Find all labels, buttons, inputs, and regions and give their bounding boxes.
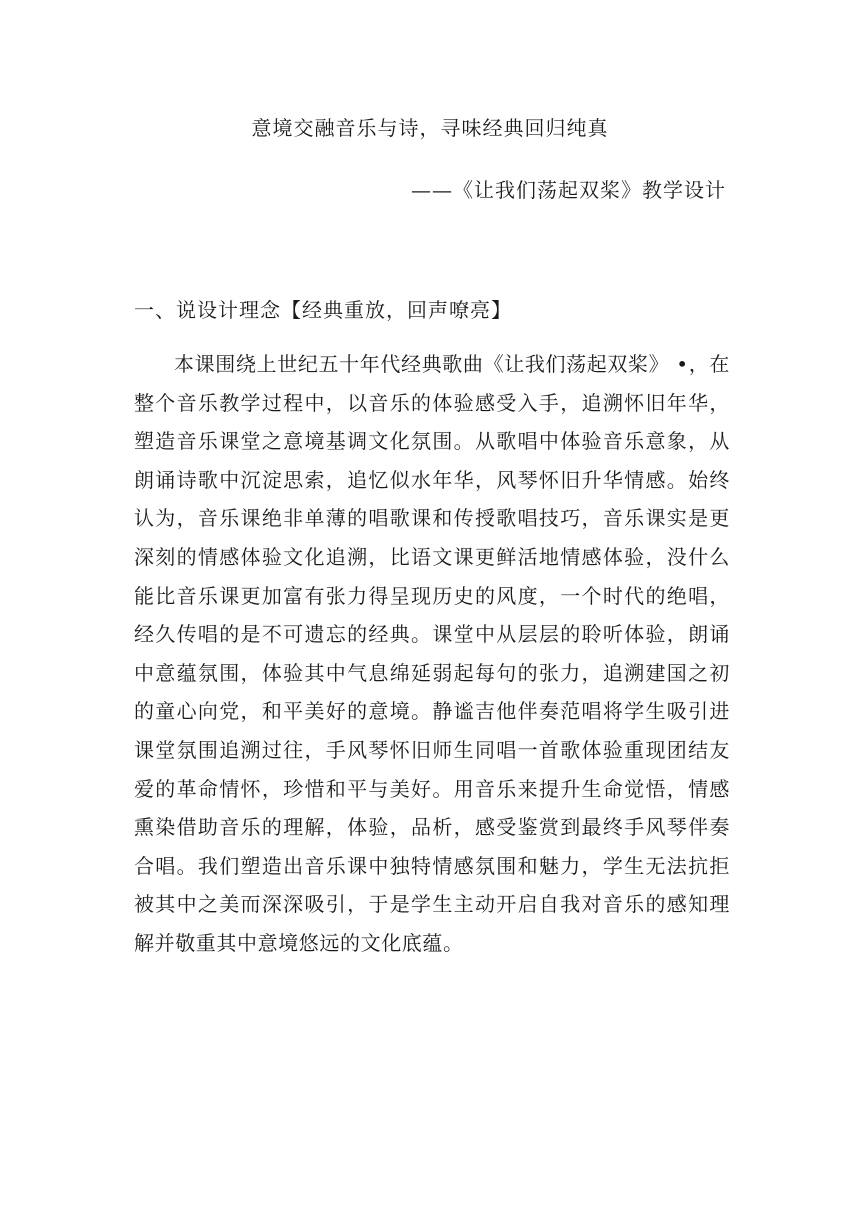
document-title: 意境交融音乐与诗，寻味经典回归纯真 bbox=[251, 116, 609, 140]
body-paragraph: 本课围绕上世纪五十年代经典歌曲《让我们荡起双桨》 •，在整个音乐教学过程中，以音乐的体验感受入手，追溯怀旧年华，塑造音乐课堂之意境基调文化氛围。从歌唱中体验音乐意象，从朗诵诗歌中沉淀思索，追忆似水年华，风琴怀旧升华情感。始终认为，音乐课绝非单薄的唱歌课和传授歌唱技巧，音乐课实是更深刻的情感体验文化追溯，比语文课更鲜活地情感体验，没什么能比音乐课更加富有张力得呈现历史的风度，一个时代的绝唱，经久传唱的是不可遗忘的经典。课堂中从层层的聆听体验，朗诵中意蕴氛围，体验其中气息绵延弱起每句的张力，追溯建国之初的童心向党，和平美好的意境。静谧吉他伴奏范唱将学生吸引进课堂氛围追溯过往，手风琴怀旧师生同唱一首歌体验重现团结友爱的革命情怀，珍惜和平与美好。用音乐来提升生命觉悟，情感熏染借助音乐的理解，体验，品析，感受鉴赏到最终手风琴伴奏合唱。我们塑造出音乐课中独特情感氛围和魅力，学生无法抗拒被其中之美而深深吸引，于是学生主动开启自我对音乐的感知理解并敬重其中意境悠远的文化底蕴。 bbox=[134, 352, 730, 955]
document-subtitle: ——《让我们荡起双桨》教学设计 bbox=[411, 178, 726, 202]
section-heading: 一、说设计理念【经典重放，回声嘹亮】 bbox=[134, 298, 512, 322]
